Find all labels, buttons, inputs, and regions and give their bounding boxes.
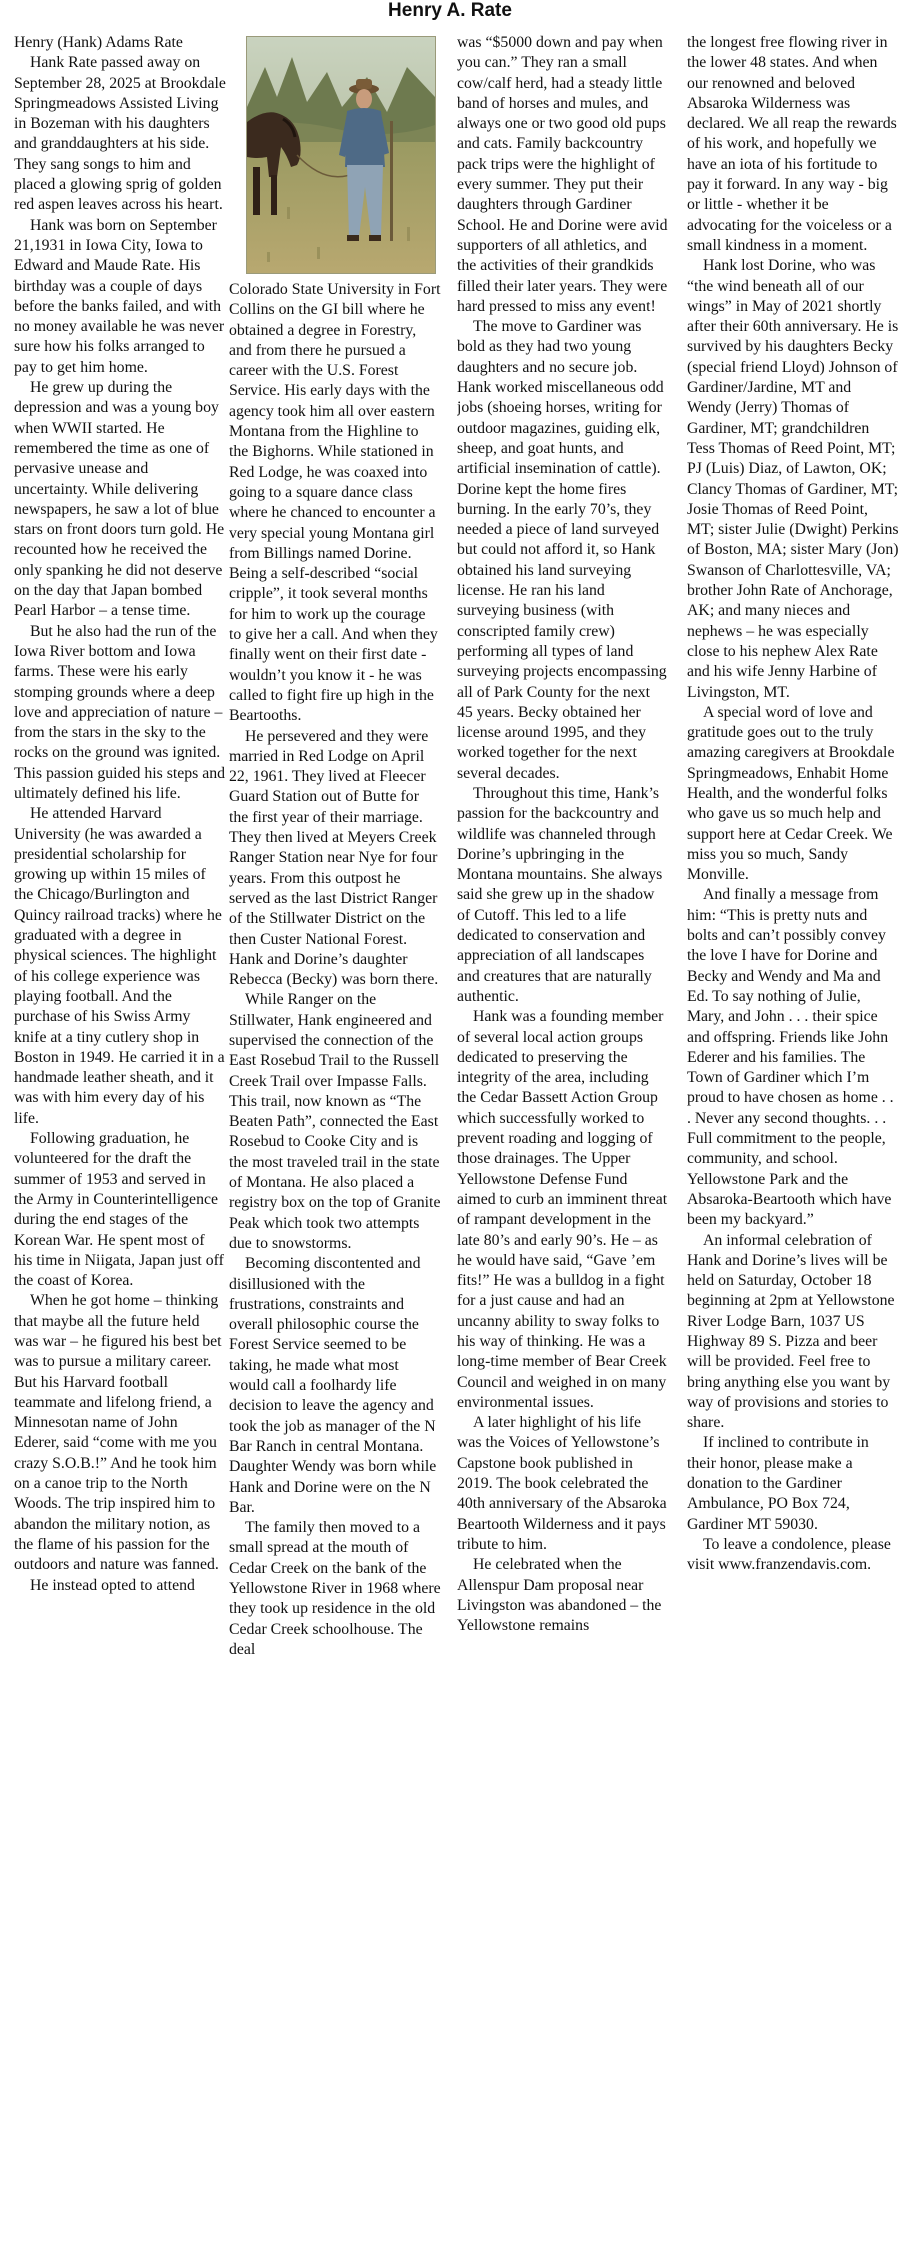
paragraph: Following graduation, he volunteered for the draft the summer of 1953 and served in the Army in Counterintelligence during the end stages of the Korean War. He spent most of his time in Niigata, Japan just off the coast of Korea.	[14, 1130, 224, 1290]
paragraph: He instead opted to attend	[30, 1576, 195, 1594]
paragraph: He persevered and they were married in Red Lodge on April 22, 1961. They lived at Fleecer Guard Station out of Butte for the first year of their marriage. They then lived at Meyers Creek Ranger Station near Nye for four years. From this outpost he served as the last District Ranger of the Stillwater District on the then Custer National Forest. Hank and Dorine’s daughter Rebecca (Becky) was born there.	[229, 727, 439, 989]
paragraph-continued: was “$5000 down and pay when you can.” They ran a small cow/calf herd, had a steady little band of horses and mules, and always one or two good old pups and cats. Family backcountry pack trips were the highlight of every summer. They put their daughters through Gardiner School. He and Dorine were avid supporters of all athletics, and the activities of their grandkids filled their later years. They were hard pressed to miss any event!	[457, 34, 668, 315]
paragraph: If inclined to contribute in their honor, please make a donation to the Gardiner Ambulance, PO Box 724, Gardiner MT 59030.	[687, 1434, 869, 1533]
paragraph: He celebrated when the Allenspur Dam proposal near Livingston was abandoned – the Yellowstone remains	[457, 1556, 662, 1635]
column-3	[457, 33, 669, 1995]
column-4	[687, 33, 899, 1995]
portrait-photo	[246, 36, 436, 274]
paragraph-continued: Colorado State University in Fort Collins on the GI bill where he obtained a degree in Forestry, and from there he pursued a career with the U.S. Forest Service. His early days with the agency took him all over eastern Montana from the Highline to the Bighorns. While stationed in Red Lodge, he was coaxed into going to a square dance class where he chanced to encounter a very special young Montana girl from Billings named Dorine. Being a self-described “social cripple”, it took several months for him to work up the courage to give her a call. And when they finally went on their first date - wouldn’t you know it - he was called to fight fire up high in the Beartooths.	[229, 281, 441, 725]
paragraph: A special word of love and gratitude goes out to the truly amazing caregivers at Brookdale Springmeadows, Enhabit Home Health, and the wonderful folks who gave us so much help and support here at Cedar Creek. We miss you so much, Sandy Monville.	[687, 703, 895, 884]
paragraph: An informal celebration of Hank and Dorine’s lives will be held on Saturday, October 18 beginning at 2pm at Yellowstone River Lodge Barn, 1037 US Highway 89 S. Pizza and beer will be provided. Feel free to bring anything else you want by way of provisions and stories to share.	[687, 1231, 895, 1432]
paragraph: Hank was a founding member of several local action groups dedicated to preserving the integrity of the area, including the Cedar Bassett Action Group which successfully worked to prevent roading and logging of those drainages. The Upper Yellowstone Defense Fund aimed to curb an imminent threat of rampant development in the late 80’s and early 90’s. He – as he would have said, “Gave ’em fits!” He was a bulldog in a fight for a just cause and had an uncanny ability to sway folks to his way of thinking. He was a long-time member of Bear Creek Council and weighed in on many environmental issues.	[457, 1008, 668, 1411]
paragraph: He attended Harvard University (he was awarded a presidential scholarship for growing up within 15 miles of the Chicago/Burlington and Quincy railroad tracks) where he graduated with a degree in physical sciences. The highlight of his college experience was playing football. And the purchase of his Swiss Army knife at a tiny cutlery shop in Boston in 1949. He carried it in a handmade leather sheath, and it was with him every day of his life.	[14, 805, 225, 1127]
paragraph: The family then moved to a small spread at the mouth of Cedar Creek on the bank of the Yellowstone River in 1968 where they took up residence in the old Cedar Creek schoolhouse. The deal	[229, 1519, 441, 1658]
paragraph: And finally a message from him: “This is pretty nuts and bolts and can’t possibly convey the love I have for Dorine and Becky and Wendy and Ma and Ed. To say nothing of Julie, Mary, and John . . . their spice and offspring. Friends like John Ederer and his families. The Town of Gardiner which I’m proud to have chosen as home . . . Never any second thoughts. . . Full commitment to the people, community, and school. Yellowstone Park and the Absaroka-Beartooth which have been my backyard.”	[687, 886, 894, 1229]
paragraph: Hank Rate passed away on September 28, 2025 at Brookdale Springmeadows Assisted Living in Bozeman with his daughters and granddaughters at his side. They sang songs to him and placed a glowing sprig of golden red aspen leaves across his heart.	[14, 54, 226, 214]
column-2	[229, 280, 441, 2242]
paragraph-continued: the longest free flowing river in the lower 48 states. And when our renowned and beloved Absaroka Wilderness was declared. We all reap the rewards of his work, and hopefully we have an iota of his fortitude to pay it forward. In any way - big or little - whether it be advocating for the voiceless or a small kindness in a moment.	[687, 34, 897, 254]
paragraph: While Ranger on the Stillwater, Hank engineered and supervised the connection of the East Rosebud Trail to the Russell Creek Trail over Impasse Falls. This trail, now known as “The Beaten Path”, connected the East Rosebud to Cooke City and is the most traveled trail in the state of Montana. He also placed a registry box on the top of Granite Peak which took two attempts due to snowstorms.	[229, 991, 441, 1252]
paragraph: Hank was born on September 21,1931 in Iowa City, Iowa to Edward and Maude Rate. His birthday was a couple of days before the banks failed, and with no money available he was never sure how his folks arranged to pay to get him home.	[14, 216, 225, 376]
paragraph: But he also had the run of the Iowa River bottom and Iowa farms. These were his early stomping grounds where a deep love and appreciation of nature – from the stars in the sky to the rocks on the ground was ignited. This passion guided his steps and ultimately defined his life.	[14, 622, 226, 802]
paragraph: Becoming discontented and disillusioned with the frustrations, constraints and overall philosophic course the Forest Service seemed to be taking, he made what most would call a foolhardy life decision to leave the agency and took the job as manager of the N Bar Ranch in central Montana. Daughter Wendy was born while Hank and Dorine were on the N Bar.	[229, 1255, 437, 1516]
paragraph: He grew up during the depression and was a young boy when WWII started. He remembered the time as one of pervasive unease and uncertainty. While delivering newspapers, he saw a lot of blue stars on front doors turn gold. He recounted how he received the only spanking he did not deserve on the day that Japan bombed Pearl Harbor – a tense time.	[14, 379, 225, 620]
column-1	[14, 33, 226, 1995]
paragraph: Hank lost Dorine, who was “the wind beneath all of our wings” in May of 2021 shortly after their 60th anniversary. He is survived by his daughters Becky (special friend Lloyd) Johnson of Gardiner/Jardine, MT and Wendy (Jerry) Thomas of Gardiner, MT; grandchildren Tess Thomas of Reed Point, MT; PJ (Luis) Diaz, of Lawton, OK; Clancy Thomas of Gardiner, MT; Josie Thomas of Reed Point, MT; sister Julie (Dwight) Perkins of Boston, MA; sister Mary (Jon) Swanson of Charlottesville, VA; brother John Rate of Anchorage, AK; and many nieces and nephews – he was especially close to his nephew Alex Rate and his wife Jenny Harbine of Livingston, MT.	[687, 257, 899, 701]
condolence-link-paragraph: To leave a condolence, please visit www.franzendavis.com.	[687, 1535, 891, 1574]
paragraph: A later highlight of his life was the Voices of Yellowstone’s Capstone book published in 2019. The book celebrated the 40th anniversary of the Absaroka Beartooth Wilderness and it pays tribute to him.	[457, 1414, 667, 1553]
obituary-title: Henry A. Rate	[388, 0, 512, 21]
paragraph: When he got home – thinking that maybe all the future held was war – he figured his best bet was to pursue a military career. But his Harvard football teammate and lifelong friend, a Minnesotan name of John Ederer, said “come with me you crazy S.O.B.!” And he took him on a canoe trip to the North Woods. The trip inspired him to abandon the military notion, as the flame of his passion for the outdoors and nature was fanned.	[14, 1292, 222, 1574]
paragraph: The move to Gardiner was bold as they had two young daughters and no secure job. Hank worked miscellaneous odd jobs (shoeing horses, writing for outdoor magazines, guiding elk, sheep, and goat hunts, and artificial insemination of cattle). Dorine kept the home fires burning. In the early 70’s, they needed a piece of land surveyed but could not afford it, so Hank obtained his land surveying license. He ran his land surveying business (with conscripted family crew) performing all types of land surveying projects encompassing all of Park County for the next 45 years. Becky obtained her license around 1995, and they worked together for the next several decades.	[457, 318, 667, 782]
photo-man-with-horse-icon	[247, 37, 435, 273]
paragraph: Throughout this time, Hank’s passion for the backcountry and wildlife was channeled through Dorine’s upbringing in the Montana mountains. She always said she grew up in the shadow of Cutoff. This led to a life dedicated to conservation and appreciation of all landscapes and creatures that are naturally authentic.	[457, 784, 663, 1005]
opening-name-line: Henry (Hank) Adams Rate	[14, 34, 183, 51]
